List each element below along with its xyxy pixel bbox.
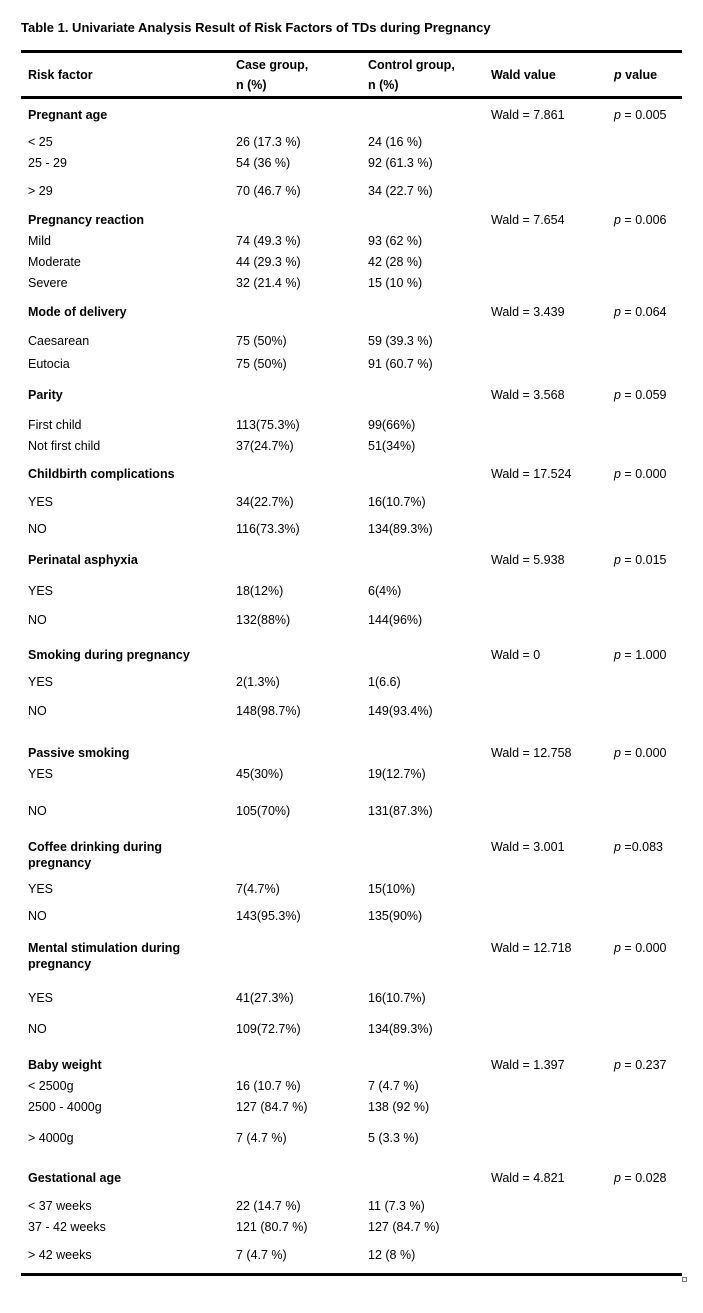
factor-label: Parity — [28, 388, 63, 402]
wald-value: Wald = 5.938 — [491, 553, 565, 567]
factor-label: Mode of delivery — [28, 305, 127, 319]
header-risk-factor: Risk factor — [28, 68, 93, 82]
case-count: 75 (50%) — [236, 357, 287, 371]
case-count: 113(75.3%) — [236, 418, 300, 432]
level-label: YES — [28, 584, 54, 598]
p-symbol: p — [614, 388, 621, 402]
p-number: = 0.006 — [620, 213, 667, 227]
case-count: 143(95.3%) — [236, 909, 301, 923]
factor-label: Smoking during pregnancy — [28, 648, 190, 662]
p-symbol: p — [614, 941, 621, 955]
level-label: > 42 weeks — [28, 1248, 92, 1262]
corner-marker — [682, 1277, 687, 1282]
header-p-italic: p — [614, 68, 622, 82]
control-count: 131(87.3%) — [368, 804, 433, 818]
level-label: NO — [28, 804, 47, 818]
case-count: 45(30%) — [236, 767, 284, 781]
p-symbol: p — [614, 648, 621, 662]
wald-value: Wald = 17.524 — [491, 467, 572, 481]
level-label: 2500 - 4000g — [28, 1100, 102, 1114]
p-number: = 0.015 — [620, 553, 667, 567]
case-count: 109(72.7%) — [236, 1022, 301, 1036]
top-rule — [21, 50, 682, 53]
factor-label: Perinatal asphyxia — [28, 553, 138, 567]
level-label: 37 - 42 weeks — [28, 1220, 106, 1234]
factor-label-continued: pregnancy — [28, 856, 92, 870]
control-count: 5 (3.3 %) — [368, 1131, 419, 1145]
level-label: Eutocia — [28, 357, 70, 371]
p-number: = 0.059 — [620, 388, 667, 402]
control-count: 15(10%) — [368, 882, 416, 896]
level-label: YES — [28, 991, 54, 1005]
p-number: = 0.064 — [620, 305, 667, 319]
p-symbol: p — [614, 1171, 621, 1185]
case-count: 7 (4.7 %) — [236, 1248, 287, 1262]
case-count: 54 (36 %) — [236, 156, 291, 170]
control-count: 91 (60.7 %) — [368, 357, 433, 371]
wald-value: Wald = 12.718 — [491, 941, 572, 955]
header-case-line2: n (%) — [236, 78, 267, 92]
control-count: 134(89.3%) — [368, 1022, 433, 1036]
header-wald: Wald value — [491, 68, 556, 82]
control-count: 127 (84.7 %) — [368, 1220, 440, 1234]
wald-value: Wald = 7.654 — [491, 213, 565, 227]
control-count: 51(34%) — [368, 439, 416, 453]
factor-label-continued: pregnancy — [28, 957, 92, 971]
wald-value: Wald = 7.861 — [491, 108, 565, 122]
table-title: Table 1. Univariate Analysis Result of Risk Factors of TDs during Pregnancy — [21, 20, 491, 35]
wald-value: Wald = 3.439 — [491, 305, 565, 319]
level-label: NO — [28, 1022, 47, 1036]
case-count: 127 (84.7 %) — [236, 1100, 308, 1114]
p-value — [614, 940, 666, 956]
p-number: = 0.237 — [620, 1058, 667, 1072]
control-count: 15 (10 %) — [368, 276, 423, 290]
case-count: 116(73.3%) — [236, 522, 300, 536]
control-count: 1(6.6) — [368, 675, 401, 689]
header-p-value — [614, 67, 657, 83]
p-number: = 1.000 — [620, 648, 667, 662]
p-symbol: p — [614, 467, 621, 481]
p-value — [614, 466, 666, 482]
control-count: 16(10.7%) — [368, 495, 426, 509]
control-count: 42 (28 %) — [368, 255, 423, 269]
level-label: < 37 weeks — [28, 1199, 92, 1213]
control-count: 92 (61.3 %) — [368, 156, 433, 170]
p-number: = 0.000 — [620, 467, 667, 481]
p-value — [614, 552, 666, 568]
factor-label: Pregnancy reaction — [28, 213, 145, 227]
case-count: 132(88%) — [236, 613, 291, 627]
p-symbol: p — [614, 840, 621, 854]
level-label: > 4000g — [28, 1131, 74, 1145]
control-count: 138 (92 %) — [368, 1100, 430, 1114]
case-count: 26 (17.3 %) — [236, 135, 301, 149]
case-count: 34(22.7%) — [236, 495, 294, 509]
level-label: Caesarean — [28, 334, 90, 348]
p-symbol: p — [614, 108, 621, 122]
p-value — [614, 647, 666, 663]
p-number: = 0.005 — [620, 108, 667, 122]
case-count: 2(1.3%) — [236, 675, 280, 689]
level-label: Not first child — [28, 439, 101, 453]
level-label: > 29 — [28, 184, 53, 198]
p-value — [614, 839, 663, 855]
p-value — [614, 387, 666, 403]
wald-value: Wald = 0 — [491, 648, 541, 662]
control-count: 134(89.3%) — [368, 522, 433, 536]
p-value — [614, 745, 666, 761]
wald-value: Wald = 3.001 — [491, 840, 565, 854]
case-count: 37(24.7%) — [236, 439, 294, 453]
factor-label: Passive smoking — [28, 746, 130, 760]
header-rule — [21, 96, 682, 99]
level-label: NO — [28, 704, 47, 718]
control-count: 11 (7.3 %) — [368, 1199, 425, 1213]
p-value — [614, 304, 666, 320]
level-label: NO — [28, 909, 47, 923]
wald-value: Wald = 1.397 — [491, 1058, 565, 1072]
level-label: Mild — [28, 234, 51, 248]
control-count: 99(66%) — [368, 418, 416, 432]
case-count: 7 (4.7 %) — [236, 1131, 287, 1145]
p-symbol: p — [614, 1058, 621, 1072]
control-count: 24 (16 %) — [368, 135, 423, 149]
case-count: 41(27.3%) — [236, 991, 294, 1005]
case-count: 70 (46.7 %) — [236, 184, 301, 198]
control-count: 34 (22.7 %) — [368, 184, 433, 198]
case-count: 18(12%) — [236, 584, 284, 598]
p-number: =0.083 — [620, 840, 664, 854]
p-symbol: p — [614, 213, 621, 227]
case-count: 16 (10.7 %) — [236, 1079, 301, 1093]
p-value — [614, 212, 666, 228]
control-count: 93 (62 %) — [368, 234, 423, 248]
level-label: YES — [28, 767, 54, 781]
factor-label: Mental stimulation during — [28, 941, 181, 955]
p-value — [614, 1057, 666, 1073]
wald-value: Wald = 12.758 — [491, 746, 572, 760]
level-label: YES — [28, 882, 54, 896]
control-count: 12 (8 %) — [368, 1248, 416, 1262]
factor-label: Pregnant age — [28, 108, 108, 122]
factor-label: Coffee drinking during — [28, 840, 163, 854]
header-case-line1: Case group, — [236, 58, 309, 72]
p-symbol: p — [614, 746, 621, 760]
header-control-line1: Control group, — [368, 58, 455, 72]
level-label: 25 - 29 — [28, 156, 67, 170]
control-count: 144(96%) — [368, 613, 423, 627]
level-label: First child — [28, 418, 82, 432]
level-label: < 25 — [28, 135, 53, 149]
control-count: 59 (39.3 %) — [368, 334, 433, 348]
level-label: YES — [28, 675, 54, 689]
control-count: 7 (4.7 %) — [368, 1079, 419, 1093]
case-count: 148(98.7%) — [236, 704, 301, 718]
wald-value: Wald = 4.821 — [491, 1171, 565, 1185]
p-number: = 0.000 — [620, 746, 667, 760]
level-label: NO — [28, 522, 47, 536]
header-control-line2: n (%) — [368, 78, 399, 92]
control-count: 149(93.4%) — [368, 704, 433, 718]
level-label: < 2500g — [28, 1079, 74, 1093]
level-label: Moderate — [28, 255, 81, 269]
header-p-rest: value — [621, 68, 658, 82]
case-count: 74 (49.3 %) — [236, 234, 301, 248]
p-value — [614, 1170, 666, 1186]
p-number: = 0.028 — [620, 1171, 667, 1185]
level-label: YES — [28, 495, 54, 509]
control-count: 16(10.7%) — [368, 991, 426, 1005]
factor-label: Baby weight — [28, 1058, 102, 1072]
factor-label: Gestational age — [28, 1171, 122, 1185]
case-count: 32 (21.4 %) — [236, 276, 301, 290]
wald-value: Wald = 3.568 — [491, 388, 565, 402]
control-count: 6(4%) — [368, 584, 402, 598]
level-label: NO — [28, 613, 47, 627]
factor-label: Childbirth complications — [28, 467, 175, 481]
control-count: 19(12.7%) — [368, 767, 426, 781]
p-value — [614, 107, 666, 123]
p-number: = 0.000 — [620, 941, 667, 955]
case-count: 105(70%) — [236, 804, 291, 818]
control-count: 135(90%) — [368, 909, 423, 923]
bottom-rule — [21, 1273, 682, 1276]
case-count: 7(4.7%) — [236, 882, 280, 896]
level-label: Severe — [28, 276, 68, 290]
p-symbol: p — [614, 305, 621, 319]
p-symbol: p — [614, 553, 621, 567]
case-count: 44 (29.3 %) — [236, 255, 301, 269]
case-count: 22 (14.7 %) — [236, 1199, 301, 1213]
case-count: 121 (80.7 %) — [236, 1220, 308, 1234]
case-count: 75 (50%) — [236, 334, 287, 348]
